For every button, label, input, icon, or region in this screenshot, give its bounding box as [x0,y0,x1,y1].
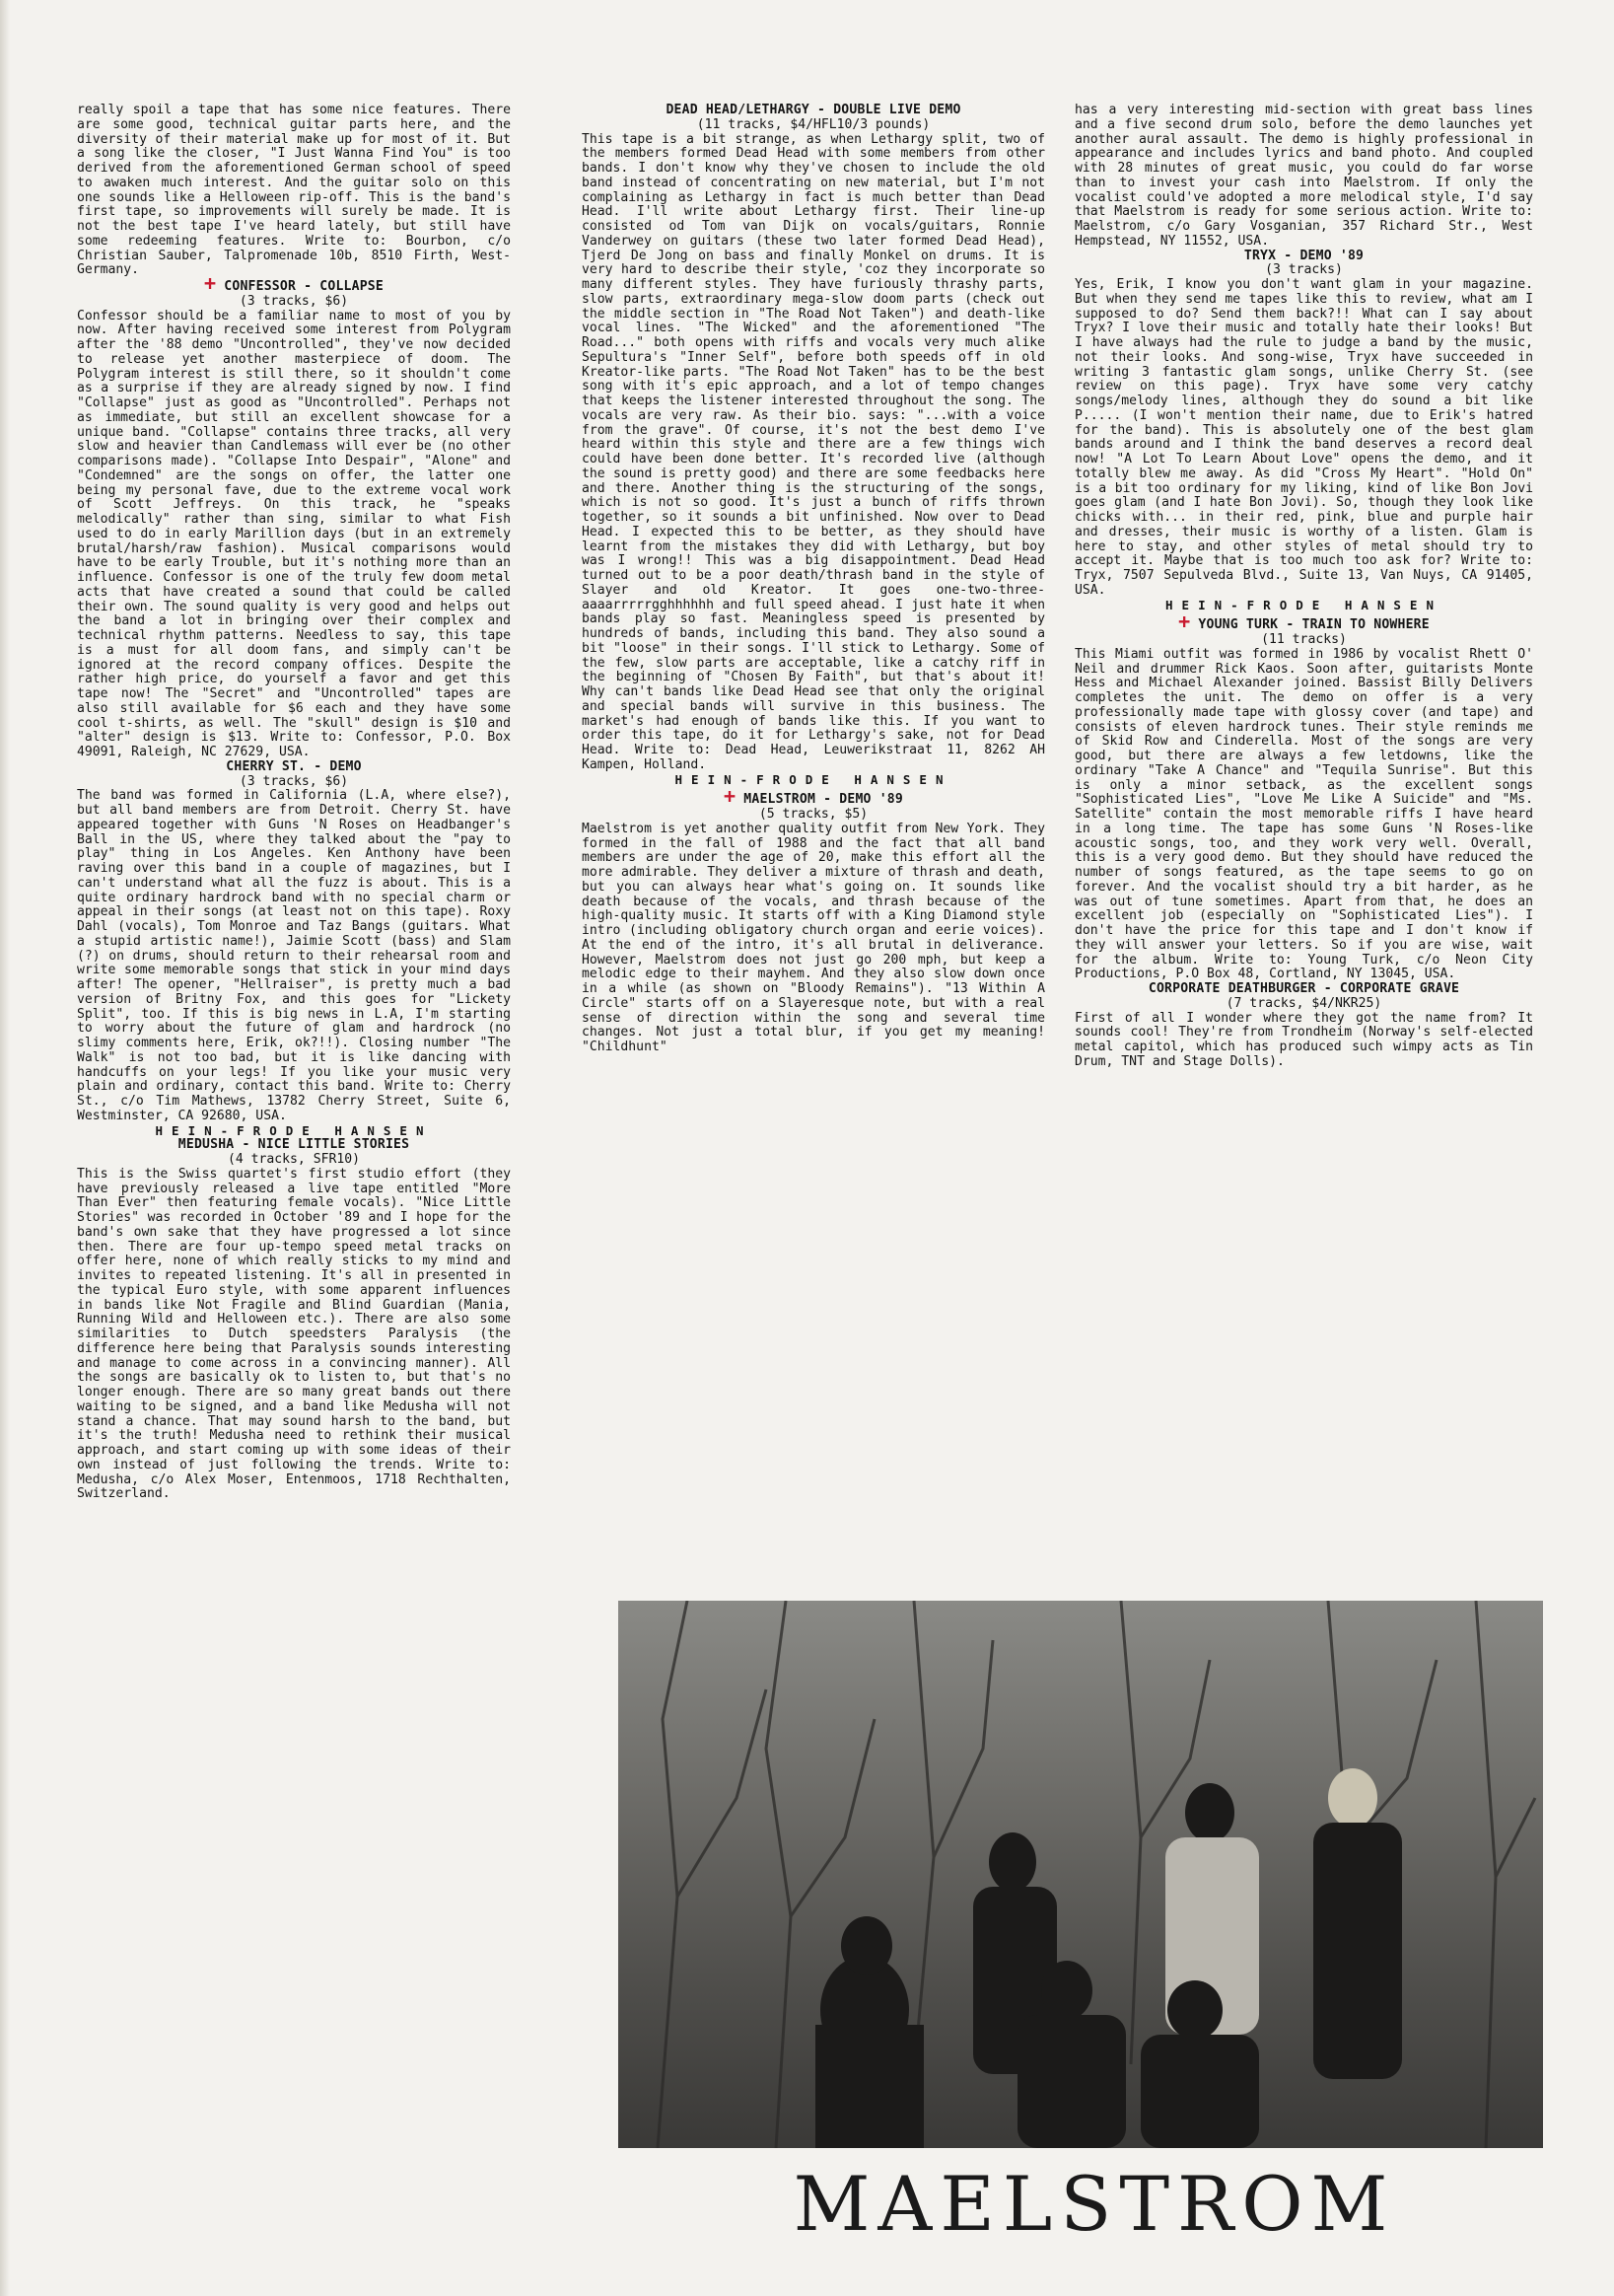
red-cross-mark: + [1178,610,1191,634]
author-signature: HEIN-FRODE HANSEN [1165,597,1442,612]
youngturk-subheading: (11 tracks) [1261,632,1347,647]
cherry-review: The band was formed in California (L.A, where else?), but all band members are from Detroit. Cherry St. have appeared together with Guns 'N Roses on Headbanger's Ball in the US, where they talked about the "pay to play" thing in Los Angeles. Ken Anthony have been raving over this band in a couple of magazines, but I can't understand what all the fuzz is about. This is a quite ordinary hardrock band with no special charm or appeal in their songs (at least not on this tape). Roxy Dahl (vocals), Tom Monroe and Taz Bangs (guitars. What a stupid artistic name!), Jaimie Scott (bass) and Slam (?) on drums, should return to their rehearsal room and write some memorable songs that stick in your mind days after! The opener, "Hellraiser", is pretty much a bad version of Britny Fox, and this goes for "Lickety Split", too. If this is big news in L.A, I'm starting to worry about the future of glam and hardrock (no slimy comments here, Erik, ok?!!). Closing number "The Walk" is not too bad, but it is like dancing with handcuffs on your legs! If you like your music very plain and ordinary, contact this band. Write to: Cherry St., c/o Tim Mathews, 13782 Cherry Street, Suite 6, Westminster, CA 92680, USA. [77,788,511,1123]
maelstrom-heading [582,784,1045,809]
youngturk-review: This Miami outfit was formed in 1986 by vocalist Rhett O' Neil and drummer Rick Kaos. Soon after, guitarists Monte Hess and Michael Alexander joined. Bassist Billy Delivers completes the unit. The demo on offer is a very professionally made tape with glossy cover (and tape) and consists of eleven hardrock tunes. Their style reminds me of Skid Row and Cinderella. Most of the songs are very good, but there are always a few letdowns, like the ordinary "Take A Chance" and "Tequila Sunrise". But this is only a minor setback, as the excellent songs "Sophisticated Lies", "Love Me Like A Suicide" and "Ms. Satellite" contain the most memorable riffs I have heard in a long time. The tape has some Guns 'N Roses-like acoustic songs, too, and they work very well. Overall, this is a very good demo. But they should have reduced the number of songs featured, as the tape seems to go on forever. And the vocalist should try a bit harder, as he was out of tune sometimes. Apart from that, he does an excellent job (especially on "Sophisticated Lies"). I don't have the price for this tape and I don't know if they will answer your letters. So if you are wise, wait for the album. Write to: Young Turk, c/o Neon City Productions, P.O Box 48, Cortland, NY 13045, USA. [1075,646,1533,982]
maelstrom-title: MAELSTROM - DEMO '89 [743,792,903,808]
author-signature: HEIN-FRODE HANSEN [674,771,952,787]
medusha-subheading: (4 tracks, SFR10) [227,1152,360,1167]
band-members [815,1768,1402,2148]
deadhead-subheading: (11 tracks, $4/HFL10/3 pounds) [696,116,931,132]
confessor-subheading: (3 tracks, $6) [239,293,349,309]
maelstrom-review: Maelstrom is yet another quality outfit from New York. They formed in the fall of 1988 and the fact that all band members are under the age of 20, make this effort all the more admirable. They deliver a mixture of thrash and death, but you can always hear what's going on. It sounds like death because of the vocals, and thrash because of the high-quality music. It starts off with a King Diamond style intro (including obligatory church organ and eerie voices). At the end of the intro, it's all brutal in deliverance. However, Maelstrom does not just go 200 mph, but keep a melodic edge to their mayhem. And they also slow down once in a while (as shown on "Bloody Remains"). "13 Within A Circle" starts off on a Slayeresque note, but with a real sense of direction within the song and several time changes. Not just a total blur, if you get my meaning! "Childhunt" [582,821,1045,1054]
confessor-review: Confessor should be a familiar name to most of you by now. After having received some interest from Polygram after the '88 demo "Uncontrolled", they've now decided to release yet another masterpiece of doom. The Polygram interest is still there, so it shouldn't come as a surprise if they are already signed by now. I find "Collapse" just as good as "Uncontrolled". Perhaps not as immediate, but still an excellent showcase for a unique band. "Collapse" contains three tracks, all very slow and heavier than Candlemass will ever be (no other comparisons made). "Collapse Into Despair", "Alone" and "Condemned" are the songs on offer, the latter one being my personal fave, due to the extreme vocal work of Scott Jeffreys. On this track, he "speaks melodically" rather than sing, similar to what Fish used to do in early Marillion days (but in an extremely brutal/harsh/raw fashion). Musical comparisons would have to be early Trouble, but it's nothing more than an influence. Confessor is one of the truly few doom metal acts that have created a sound that could be called their own. The sound quality is very good and helps out the band a lot in bringing over their complex and technical rhythm patterns. Needless to say, this tape is a must for all doom fans, and simply can't be ignored at the record company offices. Despite the rather high price, do yourself a favor and get this tape now! The "Secret" and "Uncontrolled" tapes are also still available for $6 each and they have some cool t-shirts, as well. The "skull" design is $10 and "alter" design is $13. Write to: Confessor, P.O. Box 49091, Raleigh, NC 27629, USA. [77,308,511,759]
youngturk-title: YOUNG TURK - TRAIN TO NOWHERE [1198,617,1430,633]
corporate-subheading: (7 tracks, $4/NKR25) [1226,995,1382,1011]
maelstrom-subheading: (5 tracks, $5) [758,807,869,822]
deadhead-heading: DEAD HEAD/LETHARGY - DOUBLE LIVE DEMO [666,103,961,117]
cherry-subheading: (3 tracks, $6) [239,773,349,789]
medusha-heading: MEDUSHA - NICE LITTLE STORIES [177,1137,410,1153]
confessor-heading [77,271,511,295]
band-photo [618,1601,1543,2148]
deadhead-review: This tape is a bit strange, as when Lethargy split, two of the members formed Dead Head with some members from other bands. I don't know why they've chosen to include the old band instead of concentrating on new material, but I'm not complaining as Lethargy in fact is much better than Dead Head. I'll write about Lethargy first. Their line-up consisted od Tom van Dijk on vocals/guitars, Ronnie Vanderwey on guitars (these two later formed Dead Head), Tjerd De Jong on bass and finally Monkel on drums. It is very hard to describe their style, 'coz they incorporate so many different styles. They have furiously thrashy parts, slow parts, extraordinary mega-slow doom parts (check out the middle section in "The Road Not Taken") and death-like vocal lines. "The Wicked" and the aforementioned "The Road..." both opens with riffs and vocals very much alike Sepultura's "Inner Self", before both speeds off in old Kreator-like parts. "The Road Not Taken" has to be the best song with it's epic approach, and a lot of tempo changes that keeps the listener interested throughout the song. The vocals are very raw. As their bio. says: "...with a voice from the grave". Of course, it's not the best demo I've heard within this style and there are a few things wich could have been done better. It's recorded live (although the sound is pretty good) and there are some feedbacks here and there. Another thing is the structuring of the songs, which is not so good. It's just a bunch of riffs thrown together, so it sounds a bit unfinished. Now over to Dead Head. I expected this to be better, as they should have learnt from the mistakes they did with Lethargy, but boy was I wrong!! This was a big disappointment. Dead Head turned out to be a poor death/thrash band in the style of Slayer and old Kreator. It goes one-two-three-aaaarrrrrgghhhhhh and full speed ahead. I just hate it when bands play so fast. Meaningless speed is presented by hundreds of bands, including this band. They also sound a bit "loose" in their songs. I'll stick to Lethargy. Some of the few, slow parts are acceptable, like a catchy riff in the beginning of "Chosen By Faith", but that's about it! Why can't bands like Dead Head see that only the original and special bands will survive in this business. The market's had enough of bands like this. If you want to order this tape, do it for Lethargy's sake, not for Dead Head. Write to: Dead Head, Leuwerikstraat 11, 8262 AH Kampen, Holland. [582,131,1045,772]
column-middle [582,104,1045,1055]
band-photo-illustration [618,1601,1543,2148]
page-edge-shadow [0,0,10,2296]
maelstrom-logo: MAELSTROM [793,2160,1396,2248]
corporate-review: First of all I wonder where they got the name from? It sounds cool! They're from Trondheim (Norway's self-elected metal capitol, which has produced such wimpy acts as Tin Drum, TNT and Stage Dolls). [1075,1010,1533,1069]
medusha-review: This is the Swiss quartet's first studio effort (they have previously released a live tape entitled "More Than Ever" then featuring female vocals). "Nice Little Stories" was recorded in October '89 and I hope for the band's own sake that they have progressed a lot since then. There are four up-tempo speed metal tracks on offer here, none of which really sticks to my mind and invites to repeated listening. It's all in presented in the typical Euro style, with some apparent influences in bands like Not Fragile and Blind Guardian (Mania, Running Wild and Helloween etc.). There are also some similarities to Dutch speedsters Paralysis (the difference here being that Paralysis sounds interesting and manage to come across in a convincing manner). All the songs are basically ok to listen to, but that's no longer enough. There are so many great bands out there waiting to be signed, and a band like Medusha will not stand a chance. That may sound harsh to the band, but it's the truth! Medusha need to rethink their musical approach, and start coming up with some ideas of their own instead of just following the trends. Write to: Medusha, c/o Alex Moser, Entenmoos, 1718 Rechthalten, Switzerland. [77,1166,511,1502]
red-cross-mark: + [724,784,737,809]
red-cross-mark: + [204,271,217,295]
bourbon-review-end: really spoil a tape that has some nice features. There are some good, technical guitar parts here, and the diversity of their material make up for most of it. But a song like the closer, "I Just Wanna Find You" is too derived from the aforementioned German school of speed to awaken much interest. And the guitar solo on this one sounds like a Helloween rip-off. This is the band's first tape, so improvements will surely be made. It is not the best tape I've heard lately, but still have some redeeming features. Write to: Bourbon, c/o Christian Sauber, Talpromenade 10b, 8510 Firth, West-Germany. [77,103,511,278]
tryx-subheading: (3 tracks) [1265,262,1343,278]
author-signature: HEIN-FRODE HANSEN [155,1122,433,1138]
confessor-title: CONFESSOR - COLLAPSE [224,279,384,294]
maelstrom-review-end: has a very interesting mid-section with great bass lines and a five second drum solo, before the demo launches yet another aural assault. The demo is highly professional in appearance and includes lyrics and band photo. And coupled with 28 minutes of great music, you could do far worse than to invest your cash into Maelstrom. If only the vocalist could've adopted a more melodical style, I'd say that Maelstrom is ready for some serious action. Write to: Maelstrom, c/o Gary Vosganian, 357 Richard Str., West Hempstead, NY 11552, USA. [1075,103,1533,249]
tryx-heading: TRYX - DEMO '89 [1243,248,1365,263]
corporate-heading: CORPORATE DEATHBURGER - CORPORATE GRAVE [1148,981,1460,996]
column-right [1075,104,1533,1070]
column-left [77,104,511,1502]
cherry-heading: CHERRY ST. - DEMO [226,758,362,774]
tryx-review: Yes, Erik, I know you don't want glam in your magazine. But when they send me tapes like this to review, what am I supposed to do? Send them back?!! What can I say about Tryx? I love their music and totally hate their looks! But I have always had the rule to judge a band by the music, not their looks. And song-wise, Tryx have succeeded in writing 3 fantastic glam songs, unlike Cherry St. (see review on this page). Tryx have some very catchy songs/melody lines, although they do sound a bit like P..... (I won't mention their name, due to Erik's hatred for the band). This is absolutely one of the best glam bands around and I think the band deserves a record deal now! "A Lot To Learn About Love" opens the demo, and it totally blew me away. As did "Cross My Heart". "Hold On" is a bit too ordinary for my liking, kind of like Bon Jovi goes glam (and I hate Bon Jovi). So, though they look like chicks with... in their red, pink, blue and purple hair and dresses, their music is worthy of a listen. Glam is here to stay, and other styles of metal should try to accept it. Maybe that is too much too ask for? Write to: Tryx, 7507 Sepulveda Blvd., Suite 13, Van Nuys, CA 91405, USA. [1075,277,1533,598]
youngturk-heading [1075,610,1533,634]
